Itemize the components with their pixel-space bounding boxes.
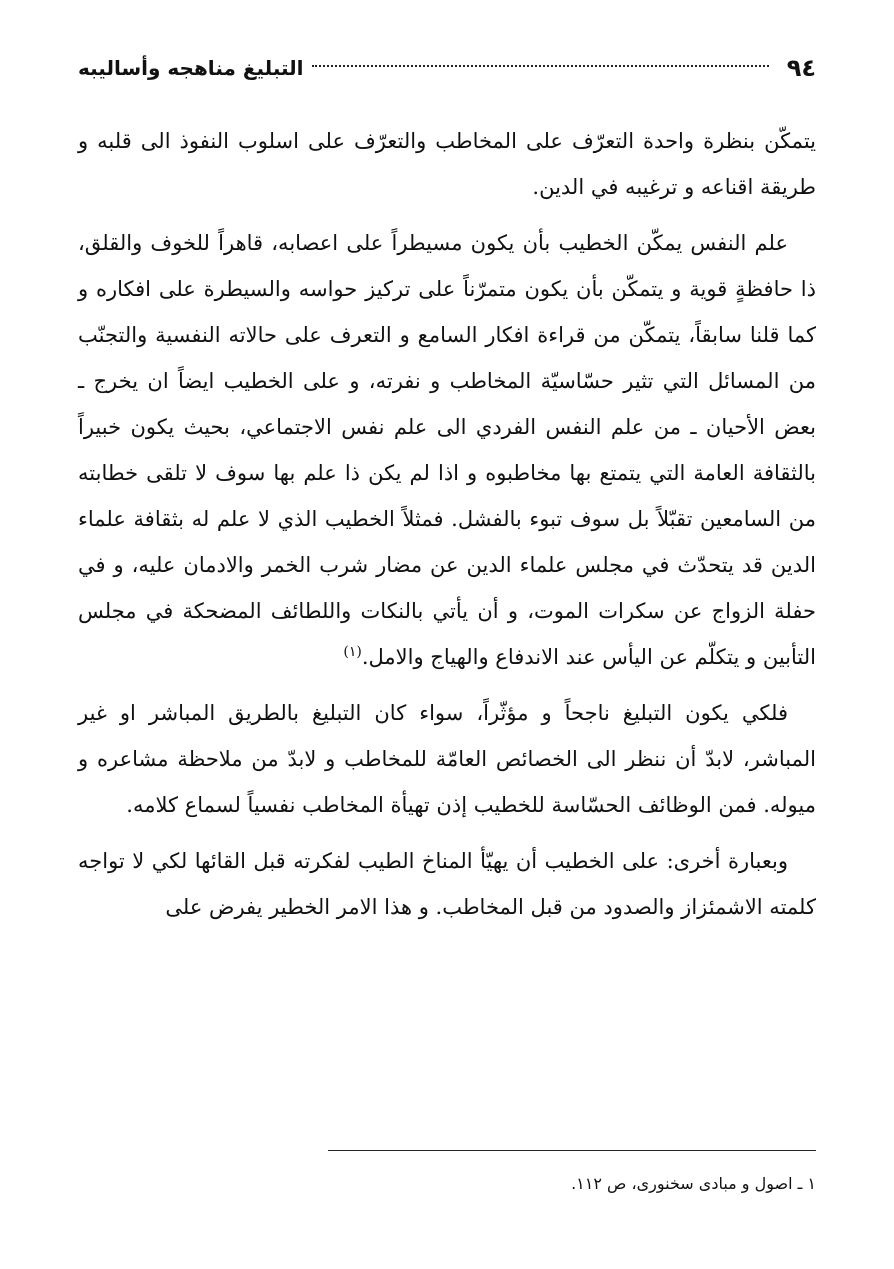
running-header [78, 48, 816, 88]
paragraph-4: وبعبارة أخرى: على الخطيب أن يهيّأ المناخ الطيب لفكرته قبل القائها لكي لا تواجه كلمته الاشمئزاز والصدود من قبل المخاطب. و هذا الامر الخطير يفرض على [78, 849, 816, 919]
footnote-marker: (١) [343, 644, 362, 660]
running-title: التبليغ مناهجه وأساليبه [78, 56, 304, 80]
footnote-rule [328, 1150, 816, 1151]
page-number: ٩٤ [786, 54, 816, 82]
paragraph-3: فلكي يكون التبليغ ناجحاً و مؤثّراً، سواء كان التبليغ بالطريق المباشر او غير المباشر، لابدّ أن ننظر الى الخصائص العامّة للمخاطب و لابدّ من ملاحظة مشاعره و ميوله. فمن الوظائف الحسّاسة للخطيب إذن تهيأة المخاطب نفسياً لسماع كلامه. [78, 701, 816, 817]
footnote: ١ ـ اصول و مبادى سخنورى، ص ١١٢. [571, 1174, 816, 1193]
header-leader-dots [312, 65, 769, 67]
paragraph-1: يتمكّن بنظرة واحدة التعرّف على المخاطب والتعرّف على اسلوب النفوذ الى قلبه و طريقة اقناعه و ترغيبه في الدين. [78, 129, 816, 199]
body-text [78, 118, 816, 940]
paragraph-2 [78, 220, 816, 680]
paragraph-2-text: علم النفس يمكّن الخطيب بأن يكون مسيطراً على اعصابه، قاهراً للخوف والقلق، ذا حافظةٍ قوية و يتمكّن بأن يكون متمرّناً على تركيز حواسه والسيطرة على افكاره و كما قلنا سابقاً، يتمكّن من قراءة افكار السامع و التعرف على حالاته النفسية والتجنّب من المسائل التي تثير حسّاسيّة المخاطب و نفرته، و على الخطيب ايضاً ان يخرج ـ بعض الأحيان ـ من علم النفس الفردي الى علم نفس الاجتماعي، بحيث يكون خبيراً بالثقافة العامة التي يتمتع بها مخاطبوه و اذا لم يكن ذا علم بها سوف لا تلقى خطابته من السامعين تقبّلاً بل سوف تبوء بالفشل. فمثلاً الخطيب الذي لا علم له بثقافة علماء الدين قد يتحدّث في مجلس علماء الدين عن مضار شرب الخمر والادمان عليه، و في حفلة الزواج عن سكرات الموت، و أن يأتي بالنكات واللطائف المضحكة في مجلس التأبين و يتكلّم عن اليأس عند الاندفاع والهياج والامل. [78, 231, 816, 669]
